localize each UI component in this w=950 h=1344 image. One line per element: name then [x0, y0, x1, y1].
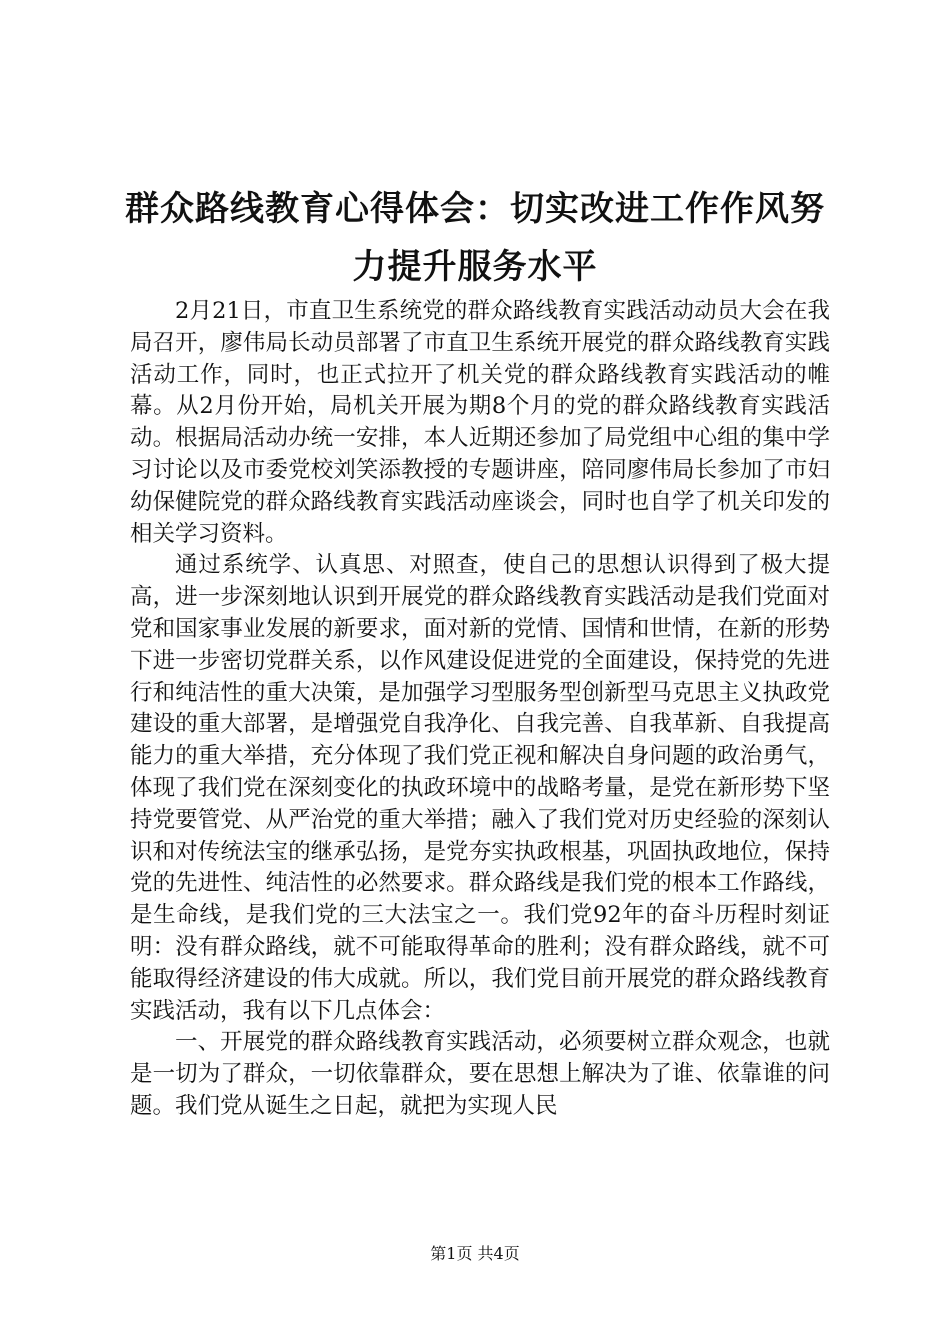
paragraph-point-one: 一、开展党的群众路线教育实践活动，必须要树立群众观念，也就是一切为了群众，一切依靠群众，要在思想上解决为了谁、依靠谁的问题。我们党从诞生之日起，就把为实现人民 [130, 1029, 830, 1119]
paragraph-intro: 2月21日，市直卫生系统党的群众路线教育实践活动动员大会在我局召开，廖伟局长动员部署了市直卫生系统开展党的群众路线教育实践活动工作，同时，也正式拉开了机关党的群众路线教育实践活动的帷幕。从2月份开始，局机关开展为期8个月的党的群众路线教育实践活动。根据局活动办统一安排，本人近期还参加了局党组中心组的集中学习讨论以及市委党校刘笑添教授的专题讲座，陪同廖伟局长参加了市妇幼保健院党的群众路线教育实践活动座谈会，同时也自学了机关印发的相关学习资料。 [130, 298, 830, 547]
document-title: 群众路线教育心得体会：切实改进工作作风努力提升服务水平 [125, 189, 825, 287]
paragraph-reflection: 通过系统学、认真思、对照查，使自己的思想认识得到了极大提高，进一步深刻地认识到开展党的群众路线教育实践活动是我们党面对党和国家事业发展的新要求，面对新的党情、国情和世情，在新的形势下进一步密切党群关系，以作风建设促进党的全面建设，保持党的先进行和纯洁性的重大决策，是加强学习型服务型创新型马克思主义执政党建设的重大部署，是增强党自我净化、自我完善、自我革新、自我提高能力的重大举措，充分体现了我们党正视和解决自身问题的政治勇气，体现了我们党在深刻变化的执政环境中的战略考量，是党在新形势下坚持党要管党、从严治党的重大举措；融入了我们党对历史经验的深刻认识和对传统法宝的继承弘扬，是党夯实执政根基，巩固执政地位，保持党的先进性、纯洁性的必然要求。群众路线是我们党的根本工作路线，是生命线，是我们党的三大法宝之一。我们党92年的奋斗历程时刻证明：没有群众路线，就不可能取得革命的胜利；没有群众路线，就不可能取得经济建设的伟大成就。所以，我们党目前开展党的群众路线教育实践活动，我有以下几点体会： [130, 552, 830, 1024]
page-footer: 第1页 共4页 [430, 1244, 520, 1263]
document-body [130, 296, 830, 1123]
